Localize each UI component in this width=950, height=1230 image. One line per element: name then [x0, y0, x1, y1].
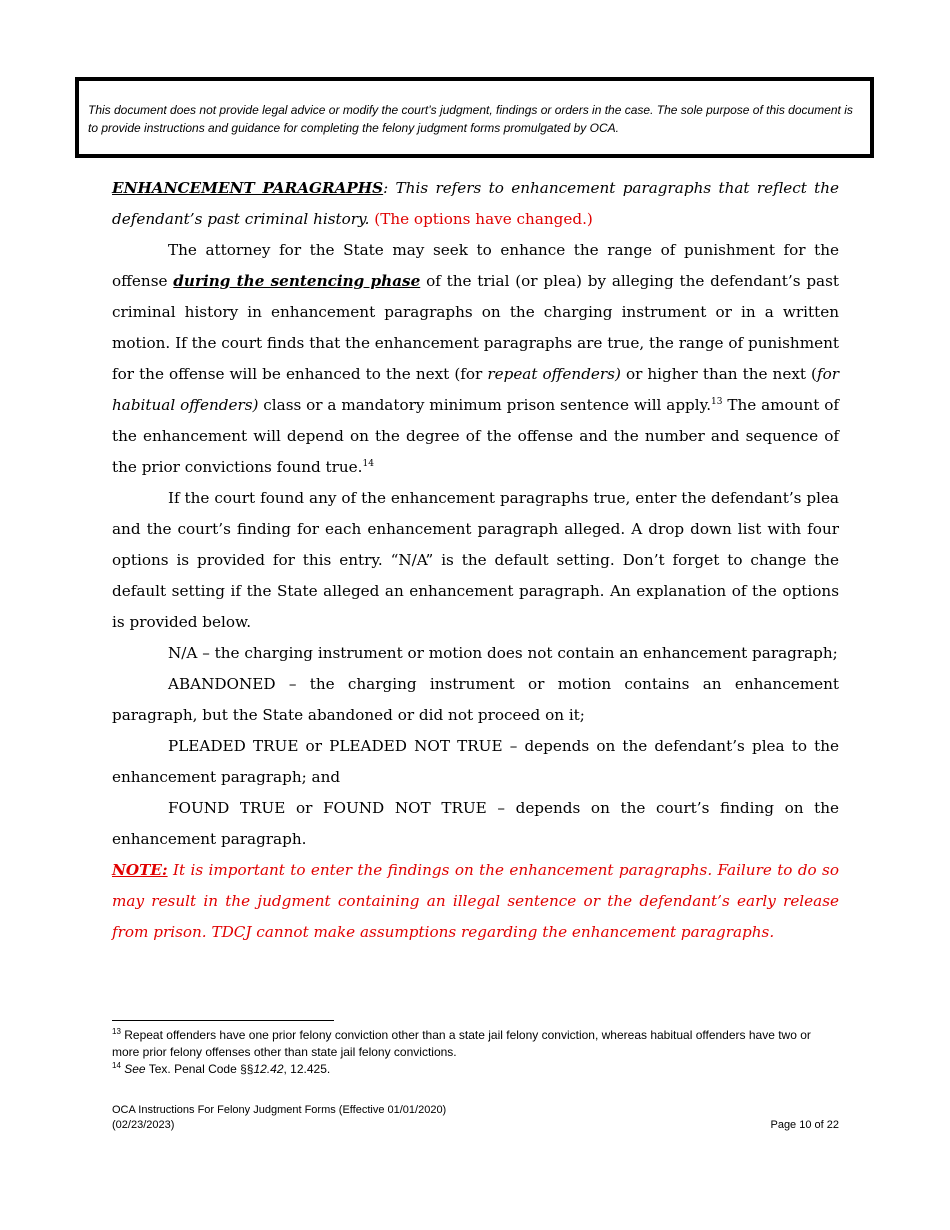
- paragraph-dropdown-instructions: If the court found any of the enhancement paragraphs true, enter the defendant’s plea and the court’s finding for each enhancement paragraph alleged. A drop down list with four options is provided for this entry. “N/A” is the default setting. Don’t forget to change the default setting if the State alleged an enhancement paragraph. An explanation of the options is provided below.: [112, 489, 839, 631]
- option-abandoned-label: ABANDONED: [168, 675, 276, 693]
- footnote-14-citation: 12.42: [253, 1062, 284, 1076]
- option-found-or: or: [285, 799, 323, 817]
- option-pleaded-text: – depends on the defendant’s plea to the enhancement paragraph; and: [112, 737, 840, 786]
- footnote-14-see: See: [124, 1062, 146, 1076]
- changed-note: (The options have changed.): [374, 210, 593, 228]
- option-found-not-true-label: FOUND NOT TRUE: [322, 799, 487, 817]
- footnote-13-number: 13: [112, 1027, 121, 1036]
- option-na-label: N/A: [168, 644, 198, 662]
- para1-text-e: The amount of the enhancement will depend on the degree of the offense and the number and sequence of the prior convictions found true.: [112, 396, 839, 476]
- footnote-14-number: 14: [112, 1061, 121, 1070]
- footnote-13-text: Repeat offenders have one prior felony conviction other than a state jail felony conviction, whereas habitual offenders have two or more prior felony offenses other than state jail felony convictions.: [112, 1028, 811, 1059]
- option-na-text: – the charging instrument or motion does not contain an enhancement paragraph;: [197, 644, 838, 662]
- option-pleaded: [112, 731, 839, 793]
- section-heading-colon: :: [383, 179, 389, 197]
- habitual-offenders-text: for habitual offenders): [112, 365, 840, 414]
- footnote-14-text-c: , 12.425.: [283, 1062, 331, 1076]
- footnote-13: [112, 1027, 839, 1061]
- page-number: Page 10 of 22: [770, 1119, 839, 1131]
- option-pleaded-or: or: [298, 737, 330, 755]
- option-found-true-label: FOUND TRUE: [168, 799, 286, 817]
- para1-text-a: The attorney for the State may seek to enhance the range of punishment for the offense: [112, 241, 839, 290]
- footnote-ref-13[interactable]: 13: [711, 396, 723, 407]
- footnote-14-text-a: Tex. Penal Code §§: [145, 1062, 254, 1076]
- sentencing-phase-emphasis: during the sentencing phase: [173, 272, 421, 290]
- option-pleaded-true-label: PLEADED TRUE: [168, 737, 299, 755]
- disclaimer-text: This document does not provide legal advice or modify the court’s judgment, findings or orders in the case. The sole purpose of this document is to provide instructions and guidance for completing the felony judgment forms promulgated by OCA.: [88, 103, 853, 135]
- section-heading: ENHANCEMENT PARAGRAPHS: [112, 179, 384, 197]
- note-label: NOTE:: [112, 861, 168, 879]
- option-abandoned-text: – the charging instrument or motion contains an enhancement paragraph, but the State abandoned or did not proceed on it;: [112, 675, 839, 724]
- note-text: It is important to enter the findings on the enhancement paragraphs. Failure to do so may result in the judgment containing an illegal sentence or the defendant’s early release from prison. TDCJ cannot make assumptions regarding the enhancement paragraphs.: [112, 861, 839, 941]
- option-found-text: – depends on the court’s finding on the enhancement paragraph.: [112, 799, 839, 848]
- paragraph-enhancement-range: [112, 235, 839, 483]
- para1-text-d: class or a mandatory minimum prison sentence will apply.: [258, 396, 712, 414]
- page-footer: [112, 1103, 839, 1133]
- repeat-offenders-text: repeat offenders): [487, 365, 621, 383]
- disclaimer-box: [75, 77, 874, 158]
- footnote-separator: [112, 1020, 334, 1021]
- footnote-ref-14[interactable]: 14: [362, 458, 374, 469]
- document-body: [112, 173, 839, 948]
- section-heading-paragraph: [112, 173, 839, 235]
- footer-date: (02/23/2023): [112, 1119, 175, 1131]
- section-intro: This refers to enhancement paragraphs that reflect the defendant’s past criminal history.: [112, 179, 839, 228]
- option-na: [112, 638, 839, 669]
- para1-text-c: or higher than the next (: [620, 365, 817, 383]
- option-pleaded-not-true-label: PLEADED NOT TRUE: [329, 737, 503, 755]
- note-paragraph: [112, 855, 839, 948]
- footer-title: OCA Instructions For Felony Judgment Forms (Effective 01/01/2020): [112, 1104, 447, 1116]
- option-abandoned: [112, 669, 839, 731]
- footnote-14: [112, 1061, 839, 1078]
- para1-text-b: of the trial (or plea) by alleging the defendant’s past criminal history in enhancement paragraphs on the charging instrument or in a written motion. If the court finds that the enhancement paragraphs are true, the range of punishment for the offense will be enhanced to the next (for: [112, 272, 840, 383]
- option-found: [112, 793, 839, 855]
- footnotes: [112, 1027, 839, 1078]
